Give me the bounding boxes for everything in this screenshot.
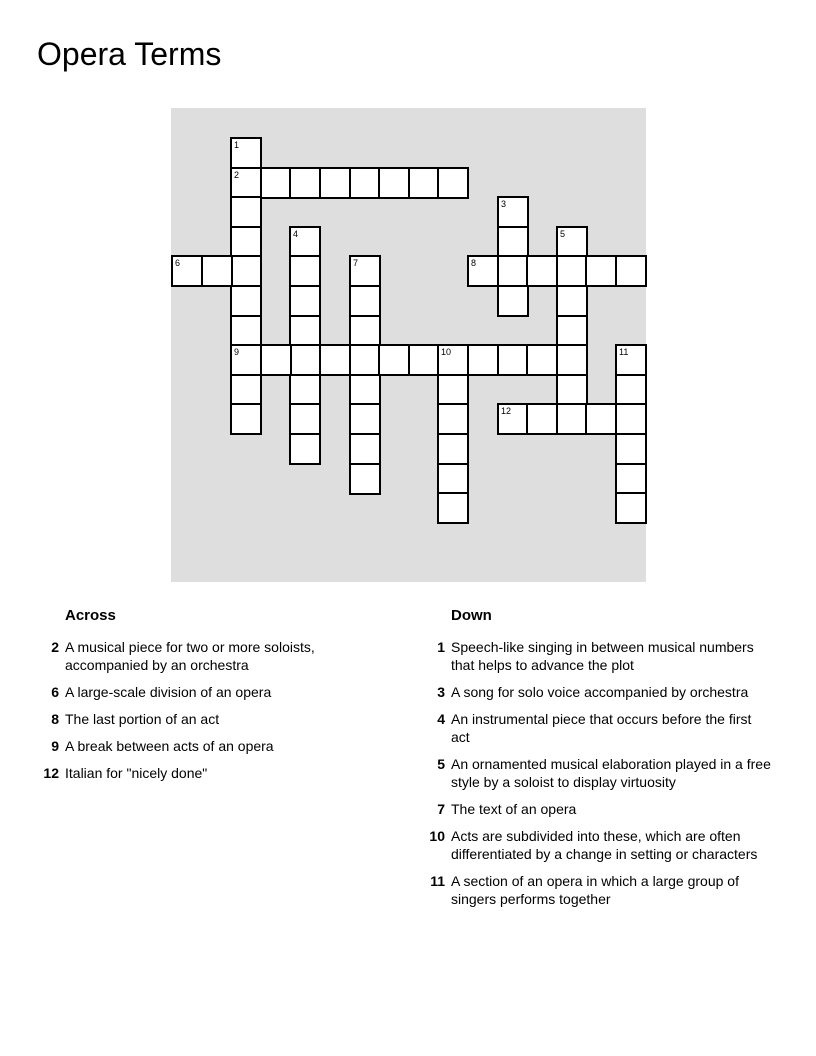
clue-text: Speech-like singing in between musical numbers that helps to advance the plot xyxy=(451,639,754,673)
grid-cell[interactable] xyxy=(289,403,321,435)
grid-cell[interactable] xyxy=(556,255,588,287)
grid-cell[interactable] xyxy=(289,167,321,199)
grid-cell[interactable] xyxy=(526,403,558,435)
grid-cell[interactable] xyxy=(467,344,499,376)
clue-down-item xyxy=(423,638,773,674)
cell-number: 4 xyxy=(293,229,299,239)
clue-text: An ornamented musical elaboration played in a free style by a soloist to display virtuosity xyxy=(451,756,771,790)
clue-down-item xyxy=(423,827,773,863)
clue-number: 6 xyxy=(51,684,59,700)
clue-number: 11 xyxy=(430,873,445,889)
down-clues xyxy=(423,606,773,917)
clue-across-item xyxy=(37,737,387,755)
grid-cell[interactable] xyxy=(349,315,381,347)
grid-cell[interactable] xyxy=(230,315,262,347)
grid-cell[interactable] xyxy=(556,344,588,376)
grid-cell[interactable] xyxy=(437,463,469,495)
grid-cell[interactable] xyxy=(615,374,647,406)
grid-cell[interactable] xyxy=(585,403,617,435)
grid-cell[interactable] xyxy=(585,255,617,287)
grid-cell[interactable] xyxy=(230,255,262,287)
clue-text: A large-scale division of an opera xyxy=(65,684,272,700)
clue-number: 3 xyxy=(437,684,445,700)
grid-cell[interactable] xyxy=(230,167,262,199)
clue-number: 8 xyxy=(51,711,59,727)
cell-number: 7 xyxy=(353,258,359,268)
clue-across-item xyxy=(37,638,387,674)
across-heading: Across xyxy=(65,607,116,624)
crossword-grid xyxy=(171,108,646,582)
grid-cell[interactable] xyxy=(556,285,588,317)
grid-cell[interactable] xyxy=(289,226,321,258)
grid-cell[interactable] xyxy=(349,403,381,435)
grid-cell[interactable] xyxy=(615,403,647,435)
cell-number: 8 xyxy=(471,258,477,268)
cell-number: 11 xyxy=(619,347,629,357)
grid-cell[interactable] xyxy=(260,344,292,376)
grid-cell[interactable] xyxy=(349,255,381,287)
grid-cell[interactable] xyxy=(201,255,233,287)
clue-text: Acts are subdivided into these, which are often differentiated by a change in setting or characters xyxy=(451,828,758,862)
clue-number: 2 xyxy=(51,639,59,655)
clue-text: A musical piece for two or more soloists, accompanied by an orchestra xyxy=(65,639,315,673)
grid-cell[interactable] xyxy=(289,255,321,287)
grid-cell[interactable] xyxy=(289,315,321,347)
grid-cell[interactable] xyxy=(260,167,292,199)
grid-cell[interactable] xyxy=(437,344,469,376)
clue-number: 12 xyxy=(43,765,59,781)
clue-across-item xyxy=(37,683,387,701)
clue-down-item xyxy=(423,710,773,746)
clue-down-item xyxy=(423,872,773,908)
clue-number: 5 xyxy=(437,756,445,772)
grid-cell[interactable] xyxy=(615,255,647,287)
clue-down-item xyxy=(423,800,773,818)
grid-cell[interactable] xyxy=(497,285,529,317)
clue-number: 1 xyxy=(437,639,445,655)
clue-text: A song for solo voice accompanied by orchestra xyxy=(451,684,749,700)
page-title: Opera Terms xyxy=(37,36,222,72)
cell-number: 1 xyxy=(234,140,240,150)
clue-text: An instrumental piece that occurs before the first act xyxy=(451,711,752,745)
clue-text: The text of an opera xyxy=(451,801,577,817)
grid-cell[interactable] xyxy=(230,196,262,228)
grid-cell[interactable] xyxy=(349,167,381,199)
clue-number: 7 xyxy=(437,801,445,817)
down-heading: Down xyxy=(451,607,492,624)
clue-text: Italian for "nicely done" xyxy=(65,765,208,781)
grid-cell[interactable] xyxy=(349,463,381,495)
grid-cell[interactable] xyxy=(378,344,410,376)
across-clues xyxy=(37,606,387,791)
grid-cell[interactable] xyxy=(556,374,588,406)
clue-across-item xyxy=(37,764,387,782)
grid-cell[interactable] xyxy=(497,344,529,376)
cell-number: 10 xyxy=(441,347,452,357)
grid-cell[interactable] xyxy=(349,344,381,376)
grid-cell[interactable] xyxy=(437,492,469,524)
grid-cell[interactable] xyxy=(615,344,647,376)
grid-cell[interactable] xyxy=(171,255,203,287)
grid-cell[interactable] xyxy=(526,344,558,376)
cell-number: 2 xyxy=(234,170,240,180)
grid-cell[interactable] xyxy=(526,255,558,287)
grid-cell[interactable] xyxy=(437,167,469,199)
cell-number: 5 xyxy=(560,229,566,239)
grid-cell[interactable] xyxy=(497,196,529,228)
grid-cell[interactable] xyxy=(289,344,321,376)
grid-cell[interactable] xyxy=(615,492,647,524)
grid-cell[interactable] xyxy=(289,433,321,465)
grid-cell[interactable] xyxy=(230,344,262,376)
clue-text: A section of an opera in which a large group of singers performs together xyxy=(451,873,739,907)
clue-number: 10 xyxy=(429,828,445,844)
grid-cell[interactable] xyxy=(467,255,499,287)
grid-cell[interactable] xyxy=(289,374,321,406)
grid-cell[interactable] xyxy=(319,167,351,199)
grid-cell[interactable] xyxy=(556,403,588,435)
grid-cell[interactable] xyxy=(349,374,381,406)
clue-across-item xyxy=(37,710,387,728)
grid-cell[interactable] xyxy=(319,344,351,376)
grid-cell[interactable] xyxy=(349,433,381,465)
grid-cell[interactable] xyxy=(230,137,262,169)
grid-cell[interactable] xyxy=(615,433,647,465)
grid-cell[interactable] xyxy=(230,285,262,317)
grid-cell[interactable] xyxy=(230,403,262,435)
grid-cell[interactable] xyxy=(378,167,410,199)
clue-number: 4 xyxy=(437,711,445,727)
grid-cell[interactable] xyxy=(556,315,588,347)
clue-down-item xyxy=(423,755,773,791)
cell-number: 12 xyxy=(501,406,512,416)
grid-cell[interactable] xyxy=(556,226,588,258)
grid-cell[interactable] xyxy=(497,403,529,435)
grid-cell[interactable] xyxy=(497,226,529,258)
grid-cell[interactable] xyxy=(437,433,469,465)
cell-number: 3 xyxy=(501,199,507,209)
clue-text: A break between acts of an opera xyxy=(65,738,274,754)
clue-down-item xyxy=(423,683,773,701)
cell-number: 9 xyxy=(234,347,240,357)
grid-cell[interactable] xyxy=(230,226,262,258)
grid-cell[interactable] xyxy=(408,167,440,199)
grid-cell[interactable] xyxy=(437,403,469,435)
grid-cell[interactable] xyxy=(349,285,381,317)
clue-number: 9 xyxy=(51,738,59,754)
grid-cell[interactable] xyxy=(437,374,469,406)
grid-cell[interactable] xyxy=(615,463,647,495)
grid-cell[interactable] xyxy=(408,344,440,376)
grid-cell[interactable] xyxy=(230,374,262,406)
cell-number: 6 xyxy=(175,258,181,268)
clue-text: The last portion of an act xyxy=(65,711,220,727)
grid-cell[interactable] xyxy=(289,285,321,317)
grid-cell[interactable] xyxy=(497,255,529,287)
